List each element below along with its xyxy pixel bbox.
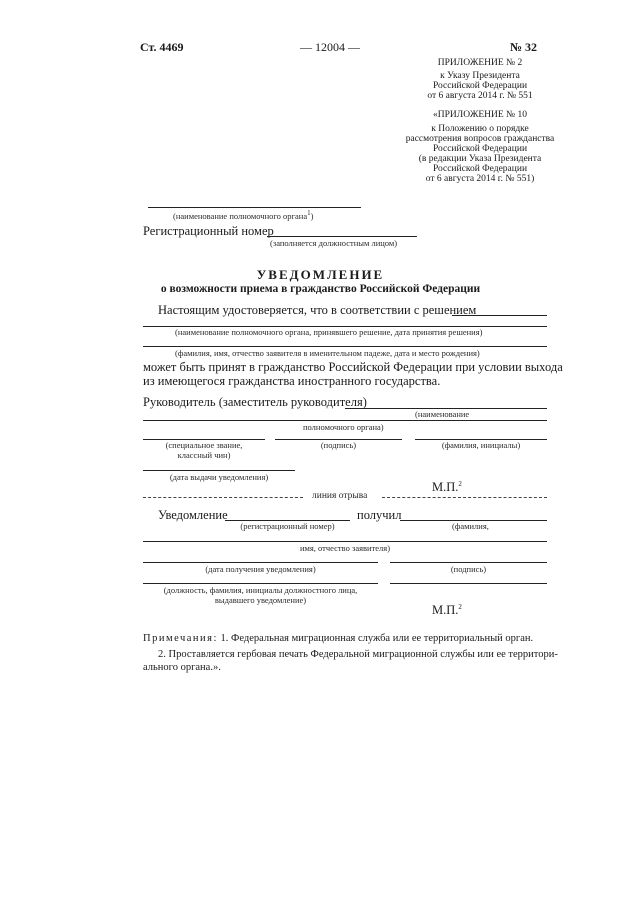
name-patronymic-caption: имя, отчество заявителя) — [299, 543, 391, 553]
official-signature-line — [390, 583, 547, 584]
signature-2-caption: (подпись) — [450, 564, 487, 574]
seal-2: М.П.$^2$ — [432, 603, 462, 618]
authority-caption: (наименование полномочного органа$^1$) — [173, 209, 314, 221]
note-1 — [143, 633, 533, 644]
notice-label: Уведомление — [158, 508, 228, 522]
rank-caption-line: классный чин) — [177, 450, 231, 460]
receipt-date-caption: (дата получения уведомления) — [205, 564, 316, 574]
head-label: Руководитель (заместитель руководителя) — [143, 395, 367, 409]
appendix-2-line: к Указу Президента — [440, 71, 520, 81]
reg-number-caption: (заполняется должностным лицом) — [270, 238, 398, 248]
official-caption — [143, 585, 378, 605]
accept-line-1: может быть принят в гражданство Российской Федерации при условии выхода — [143, 360, 563, 374]
seal-1: М.П.$^2$ — [432, 480, 462, 495]
rank-caption — [143, 440, 265, 460]
reg-number-line — [267, 236, 417, 237]
rank-caption-line: (специальное звание, — [165, 440, 243, 450]
decision-line-inline — [452, 315, 547, 316]
tear-line-label: линия отрыва — [312, 491, 368, 501]
accept-line-2: из имеющегося гражданства иностранного государства. — [143, 374, 441, 388]
official-line — [143, 583, 378, 584]
received-label: получил — [357, 508, 402, 522]
appendix-2-line: Российской Федерации — [432, 81, 528, 91]
name-patronymic-line — [143, 541, 547, 542]
note-2-line-2: ального органа.». — [143, 662, 221, 673]
issue-date-line — [143, 470, 295, 471]
applicant-line — [143, 346, 547, 347]
official-caption-line: выдавшего уведомление) — [214, 595, 307, 605]
appendix-10-line: Российской Федерации — [432, 144, 528, 154]
header-page-number: — 12004 — — [300, 40, 360, 54]
appendix-10-line: Российской Федерации — [432, 164, 528, 174]
applicant-caption: (фамилия, имя, отчество заявителя в именительном падеже, дата и место рождения) — [175, 348, 480, 358]
issue-date-caption: (дата выдачи уведомления) — [169, 472, 269, 482]
signature-caption: (подпись) — [320, 440, 357, 450]
appendix-2-block — [400, 58, 560, 101]
document-title: УВЕДОМЛЕНИЕ — [256, 267, 385, 282]
appendix-10-block — [400, 110, 560, 184]
head-caption-1: (наименование — [415, 409, 470, 419]
name-initials-caption: (фамилия, инициалы) — [441, 440, 521, 450]
reg-number-label: Регистрационный номер — [143, 224, 274, 238]
head-caption-2: полномочного органа) — [303, 422, 384, 432]
tear-line-left — [143, 497, 303, 498]
certify-text: Настоящим удостоверяется, что в соответствии с решением — [158, 303, 477, 317]
signature-2-line — [390, 562, 547, 563]
note-1-text: 1. Федеральная миграционная служба или ее территориальный орган. — [220, 633, 534, 644]
receipt-date-line — [143, 562, 378, 563]
head-authority-line — [143, 420, 547, 421]
note-2-line-1: 2. Проставляется гербовая печать Федеральной миграционной службы или ее территори- — [158, 649, 558, 660]
appendix-10-line: от 6 августа 2014 г. № 551) — [425, 174, 535, 184]
header-issue-number: № 32 — [510, 40, 538, 54]
appendix-10-line: рассмотрения вопросов гражданства — [405, 134, 555, 144]
reg-no-caption: (регистрационный номер) — [240, 521, 335, 531]
header-article: Ст. 4469 — [140, 40, 184, 54]
appendix-10-title: «ПРИЛОЖЕНИЕ № 10 — [433, 110, 527, 120]
decision-caption: (наименование полномочного органа, принявшего решение, дата принятия решения) — [175, 327, 483, 337]
surname-caption: (фамилия, — [452, 521, 489, 531]
notes-heading: Примечания: — [143, 633, 218, 644]
appendix-2-line: от 6 августа 2014 г. № 551 — [427, 91, 533, 101]
appendix-10-line: (в редакции Указа Президента — [418, 154, 542, 164]
official-caption-line: (должность, фамилия, инициалы должностного лица, — [163, 585, 358, 595]
appendix-2-title: ПРИЛОЖЕНИЕ № 2 — [437, 58, 523, 68]
document-subtitle: о возможности приема в гражданство Российской Федерации — [160, 283, 481, 295]
tear-line-right — [382, 497, 547, 498]
appendix-10-line: к Положению о порядке — [431, 124, 529, 134]
authority-line — [148, 207, 361, 208]
